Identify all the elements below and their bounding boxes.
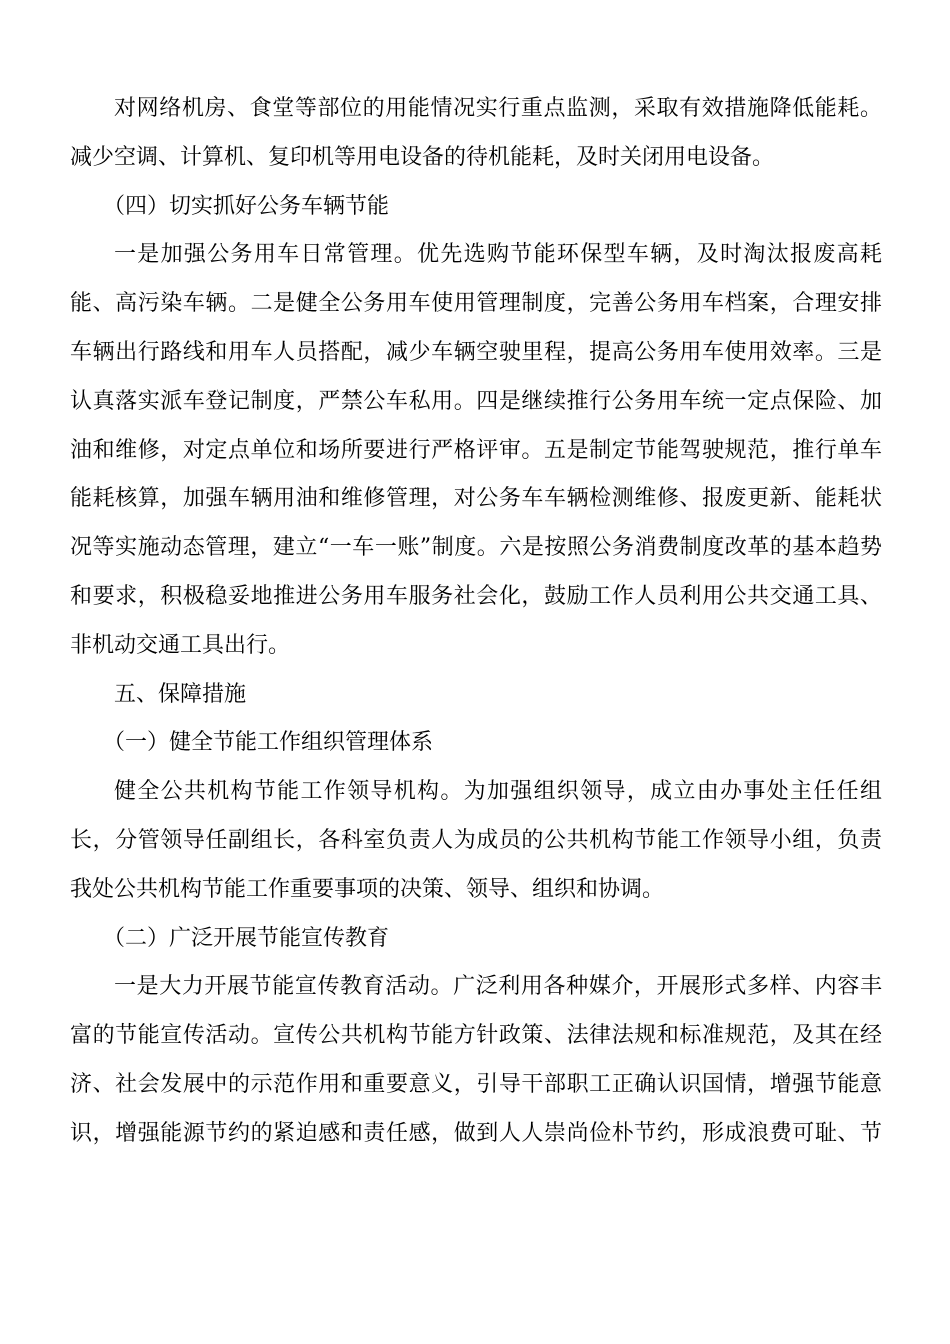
body-paragraph: 对网络机房、食堂等部位的用能情况实行重点监测，采取有效措施降低能耗。减少空调、计算机、复印机等用电设备的待机能耗，及时关闭用电设备。 — [70, 96, 882, 170]
body-paragraph: 健全公共机构节能工作领导机构。为加强组织领导，成立由办事处主任任组长，分管领导任副组长，各科室负责人为成员的公共机构节能工作领导小组，负责我处公共机构节能工作重要事项的决策、领导、组织和协调。 — [70, 779, 882, 902]
body-paragraph: 一是加强公务用车日常管理。优先选购节能环保型车辆，及时淘汰报废高耗能、高污染车辆。二是健全公务用车使用管理制度，完善公务用车档案，合理安排车辆出行路线和用车人员搭配，减少车辆空驶里程，提高公务用车使用效率。三是认真落实派车登记制度，严禁公车私用。四是继续推行公务用车统一定点保险、加油和维修，对定点单位和场所要进行严格评审。五是制定节能驾驶规范，推行单车能耗核算，加强车辆用油和维修管理，对公务车车辆检测维修、报废更新、能耗状况等实施动态管理，建立“一车一账”制度。六是按照公务消费制度改革的基本趋势和要求，积极稳妥地推进公务用车服务社会化，鼓励工作人员利用公共交通工具、非机动交通工具出行。 — [70, 242, 882, 658]
section-subheading: （四）切实抓好公务车辆节能 — [103, 193, 390, 219]
section-heading: 五、保障措施 — [114, 681, 247, 707]
section-subheading: （一）健全节能工作组织管理体系 — [103, 730, 434, 756]
section-subheading: （二）广泛开展节能宣传教育 — [103, 925, 390, 951]
body-paragraph: 一是大力开展节能宣传教育活动。广泛利用各种媒介，开展形式多样、内容丰富的节能宣传活动。宣传公共机构节能方针政策、法律法规和标准规范，及其在经济、社会发展中的示范作用和重要意义，引导干部职工正确认识国情，增强节能意识，增强能源节约的紧迫感和责任感，做到人人崇尚俭朴节约，形成浪费可耻、节 — [70, 974, 882, 1146]
document-page — [70, 85, 882, 1159]
